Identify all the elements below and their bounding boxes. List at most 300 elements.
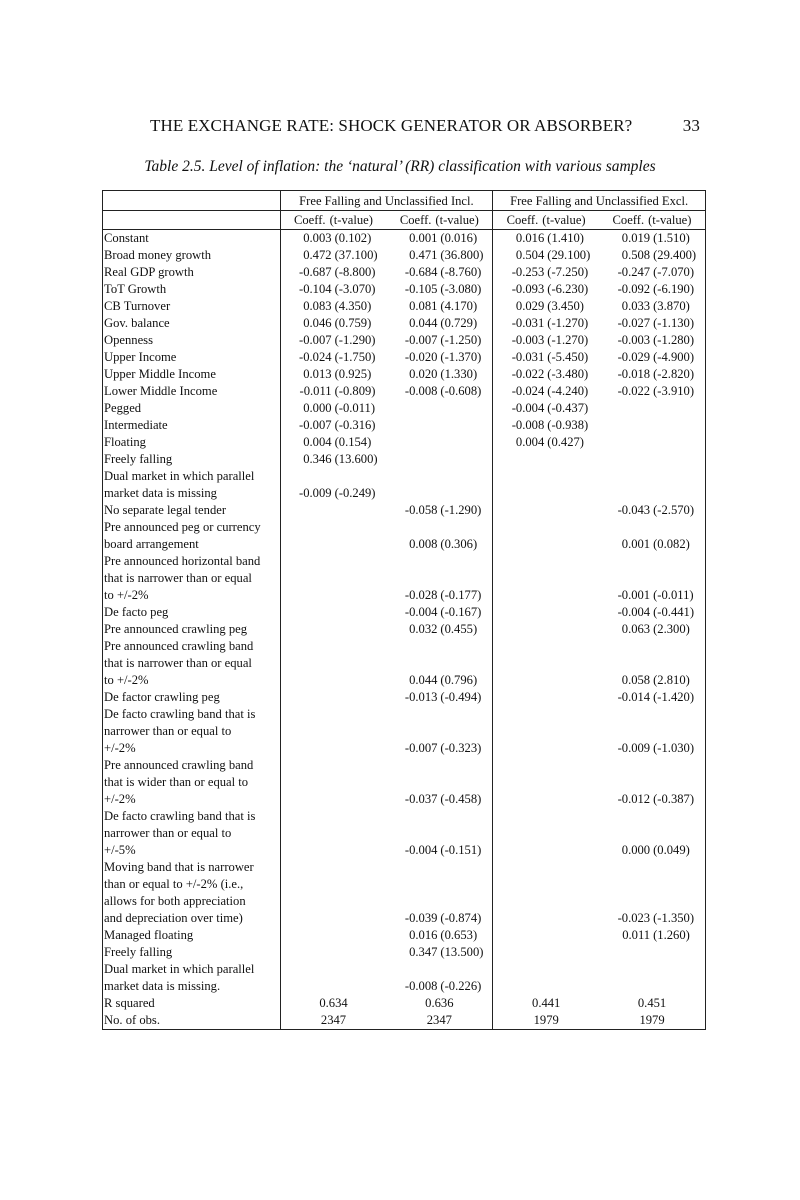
value-cell	[280, 230, 386, 248]
value-cell	[280, 451, 386, 468]
value-cell	[599, 519, 705, 553]
t-value: (-4.900)	[653, 350, 695, 364]
value-cell	[386, 502, 492, 519]
row-label-line: No separate legal tender	[104, 503, 227, 517]
page-number: 33	[682, 116, 700, 135]
value-cell	[493, 264, 599, 281]
value-cell	[493, 757, 599, 808]
value-cell	[386, 859, 492, 927]
value-cell	[599, 604, 705, 621]
t-value: (37.100)	[334, 248, 378, 262]
row-label-line: Pre announced crawling peg	[104, 622, 248, 636]
subheader-row	[103, 211, 706, 230]
coefficient: 0.000	[621, 843, 651, 857]
value-cell	[493, 808, 599, 859]
value-cell	[386, 298, 492, 315]
t-value: (-3.910)	[653, 384, 695, 398]
t-value: (2.300)	[653, 622, 690, 636]
row-label	[103, 757, 281, 808]
value-cell	[493, 519, 599, 553]
row-label-line: market data is missing.	[104, 979, 221, 993]
row-label	[103, 451, 281, 468]
t-value: (0.154)	[334, 435, 372, 449]
subheader-cell	[280, 211, 386, 230]
row-label	[103, 400, 281, 417]
value-cell	[386, 315, 492, 332]
t-value: (0.925)	[334, 367, 372, 381]
value-cell	[493, 298, 599, 315]
summary-value: 2347	[320, 1013, 347, 1027]
coefficient: -0.012	[617, 792, 651, 806]
table-row	[103, 604, 706, 621]
t-value: (0.729)	[440, 316, 478, 330]
value-cell	[493, 332, 599, 349]
row-label-line: and depreciation over time)	[104, 911, 243, 925]
value-cell	[386, 417, 492, 434]
t-value: (-1.350)	[653, 911, 695, 925]
coefficient: 0.058	[621, 673, 651, 687]
value-cell	[280, 519, 386, 553]
table-row	[103, 281, 706, 298]
row-label	[103, 281, 281, 298]
table-row	[103, 247, 706, 264]
value-cell	[599, 281, 705, 298]
value-cell	[493, 927, 599, 944]
coefficient: 0.001	[409, 231, 438, 245]
t-value: (-1.130)	[653, 316, 695, 330]
row-label-line: Freely falling	[104, 452, 173, 466]
value-cell	[386, 553, 492, 604]
t-value: (-0.011)	[653, 588, 694, 602]
coefficient: 0.004	[303, 435, 332, 449]
row-label	[103, 315, 281, 332]
row-label-line: to +/-2%	[104, 588, 149, 602]
summary-value: 0.451	[637, 996, 667, 1010]
value-cell	[599, 502, 705, 519]
value-cell	[386, 706, 492, 757]
value-cell	[280, 944, 386, 961]
row-label-line: Dual market in which parallel	[104, 962, 255, 976]
coefficient: -0.684	[404, 265, 438, 279]
coefficient: -0.093	[511, 282, 545, 296]
value-cell	[386, 230, 492, 248]
value-cell	[493, 366, 599, 383]
table-row	[103, 757, 706, 808]
coefficient: -0.014	[617, 690, 651, 704]
row-label	[103, 502, 281, 519]
value-cell	[493, 859, 599, 927]
value-cell	[280, 689, 386, 706]
row-label-line: CB Turnover	[104, 299, 171, 313]
value-cell	[599, 451, 705, 468]
coefficient: -0.037	[404, 792, 438, 806]
row-label	[103, 553, 281, 604]
t-value: (-1.280)	[653, 333, 695, 347]
row-label-line: Upper Income	[104, 350, 177, 364]
value-cell	[280, 298, 386, 315]
table-row	[103, 961, 706, 995]
coefficient: 0.000	[303, 401, 332, 415]
t-value: (-7.070)	[653, 265, 695, 279]
t-value: (-3.080)	[440, 282, 482, 296]
row-label-line: to +/-2%	[104, 673, 149, 687]
coefficient: 0.063	[621, 622, 651, 636]
value-cell	[280, 366, 386, 383]
coefficient: -0.023	[617, 911, 651, 925]
value-cell	[280, 332, 386, 349]
row-label	[103, 298, 281, 315]
t-value: (-0.938)	[547, 418, 589, 432]
footer-row	[103, 995, 706, 1012]
value-cell	[599, 621, 705, 638]
t-value: (-1.290)	[440, 503, 482, 517]
value-cell	[386, 638, 492, 689]
t-value: (-6.190)	[653, 282, 695, 296]
table-row	[103, 366, 706, 383]
row-label-line: Dual market in which parallel	[104, 469, 255, 483]
t-value: (1.260)	[653, 928, 690, 942]
row-label	[103, 604, 281, 621]
t-value: (0.653)	[440, 928, 478, 942]
row-label-line: +/-5%	[104, 843, 136, 857]
row-label	[103, 383, 281, 400]
value-cell	[493, 689, 599, 706]
value-cell	[599, 638, 705, 689]
t-value: (1.330)	[440, 367, 478, 381]
row-label	[103, 859, 281, 927]
coefficient: -0.008	[511, 418, 545, 432]
t-value: (-0.437)	[547, 401, 589, 415]
table-row	[103, 689, 706, 706]
row-label	[103, 519, 281, 553]
coefficient: -0.013	[404, 690, 438, 704]
coefficient: 0.044	[409, 316, 438, 330]
value-cell	[599, 315, 705, 332]
t-value: (-0.323)	[440, 741, 482, 755]
value-cell	[599, 706, 705, 757]
corner-cell	[103, 191, 281, 211]
coefficient: -0.007	[299, 333, 332, 347]
value-cell	[386, 944, 492, 961]
row-label-line: than or equal to +/-2% (i.e.,	[104, 877, 244, 891]
coefficient: 0.508	[621, 248, 651, 262]
t-value: (-0.151)	[440, 843, 482, 857]
table-row	[103, 859, 706, 927]
value-cell	[493, 383, 599, 400]
coefficient: -0.024	[511, 384, 545, 398]
table-row	[103, 638, 706, 689]
t-value: (-1.750)	[334, 350, 376, 364]
coefficient: -0.008	[404, 979, 438, 993]
row-label-line: +/-2%	[104, 792, 136, 806]
t-value: (-0.441)	[653, 605, 695, 619]
table-row	[103, 502, 706, 519]
t-value: (3.450)	[547, 299, 584, 313]
value-cell	[493, 621, 599, 638]
value-cell	[280, 502, 386, 519]
coefficient: -0.007	[404, 333, 438, 347]
row-label-line: Pre announced horizontal band	[104, 554, 261, 568]
row-label-line: De facto peg	[104, 605, 169, 619]
t-value: (-3.480)	[547, 367, 589, 381]
value-cell	[386, 264, 492, 281]
row-label-line: Broad money growth	[104, 248, 212, 262]
t-value-header: (t-value)	[329, 213, 373, 227]
row-label-line: that is narrower than or equal	[104, 571, 252, 585]
t-value: (-0.167)	[440, 605, 482, 619]
group-header-incl: Free Falling and Unclassified Incl.	[280, 191, 493, 211]
t-value: (-0.226)	[440, 979, 482, 993]
value-cell	[280, 859, 386, 927]
value-cell	[280, 349, 386, 366]
row-label-line: Upper Middle Income	[104, 367, 216, 381]
value-cell	[386, 468, 492, 502]
row-label	[103, 961, 281, 995]
running-head-title: THE EXCHANGE RATE: SHOCK GENERATOR OR ABSORBER?	[150, 116, 633, 135]
value-cell	[493, 961, 599, 995]
coefficient: -0.027	[617, 316, 651, 330]
coefficient: -0.022	[511, 367, 545, 381]
table-row	[103, 417, 706, 434]
value-cell	[599, 230, 705, 248]
coefficient: -0.001	[617, 588, 651, 602]
t-value: (-3.070)	[334, 282, 376, 296]
row-label-line: Pegged	[104, 401, 142, 415]
coefficient: -0.004	[511, 401, 545, 415]
row-label-line: Real GDP growth	[104, 265, 194, 279]
value-cell	[493, 706, 599, 757]
value-cell	[493, 468, 599, 502]
subheader-cell	[386, 211, 492, 230]
coefficient: -0.018	[617, 367, 651, 381]
t-value: (13.500)	[440, 945, 484, 959]
value-cell	[493, 451, 599, 468]
table-row	[103, 468, 706, 502]
t-value: (-2.570)	[653, 503, 695, 517]
table-row	[103, 230, 706, 248]
row-label	[103, 332, 281, 349]
value-cell	[493, 247, 599, 264]
table-row	[103, 519, 706, 553]
coefficient: -0.247	[617, 265, 651, 279]
value-cell	[280, 706, 386, 757]
value-cell	[280, 808, 386, 859]
t-value: (-1.420)	[653, 690, 695, 704]
row-label-line: Intermediate	[104, 418, 168, 432]
table-body	[103, 230, 706, 1030]
coefficient: 0.011	[622, 928, 651, 942]
value-cell	[599, 247, 705, 264]
coefficient: -0.003	[511, 333, 545, 347]
value-cell	[280, 434, 386, 451]
t-value: (-6.230)	[547, 282, 589, 296]
value-cell	[280, 553, 386, 604]
coefficient: -0.008	[404, 384, 438, 398]
coefficient: 0.019	[621, 231, 651, 245]
row-label	[103, 417, 281, 434]
value-cell	[280, 757, 386, 808]
value-cell	[386, 519, 492, 553]
coefficient: -0.007	[299, 418, 332, 432]
table-row	[103, 349, 706, 366]
t-value: (-8.760)	[440, 265, 482, 279]
value-cell	[386, 383, 492, 400]
value-cell	[599, 264, 705, 281]
row-label-line: allows for both appreciation	[104, 894, 246, 908]
corner-cell	[103, 211, 281, 230]
coefficient: -0.004	[404, 605, 438, 619]
value-cell	[599, 332, 705, 349]
t-value: (-0.809)	[334, 384, 376, 398]
coefficient: -0.011	[299, 384, 332, 398]
value-cell	[493, 944, 599, 961]
value-cell	[493, 315, 599, 332]
subheader-cell	[493, 211, 599, 230]
value-cell	[599, 349, 705, 366]
row-label: No. of obs.	[103, 1012, 281, 1030]
coefficient: -0.029	[617, 350, 651, 364]
table-row	[103, 553, 706, 604]
value-cell	[386, 400, 492, 417]
table-row	[103, 332, 706, 349]
t-value: (0.016)	[440, 231, 478, 245]
t-value: (-0.874)	[440, 911, 482, 925]
value-cell	[280, 264, 386, 281]
table-row	[103, 383, 706, 400]
value-cell	[386, 689, 492, 706]
table-row	[103, 808, 706, 859]
row-label-line: De facto crawling band that is	[104, 809, 256, 823]
row-label	[103, 689, 281, 706]
t-value: (-0.177)	[440, 588, 482, 602]
coefficient: 0.016	[515, 231, 545, 245]
value-cell	[599, 383, 705, 400]
t-value: (-0.316)	[334, 418, 376, 432]
value-cell	[386, 434, 492, 451]
value-cell	[386, 604, 492, 621]
summary-value: 0.634	[319, 996, 348, 1010]
value-cell	[599, 927, 705, 944]
coefficient: 0.008	[409, 537, 438, 551]
t-value: (-0.458)	[440, 792, 482, 806]
subheader-cell	[599, 211, 705, 230]
coefficient: 0.346	[303, 452, 332, 466]
coefficient: 0.001	[621, 537, 651, 551]
coefficient: -0.003	[617, 333, 651, 347]
t-value: (-0.494)	[440, 690, 482, 704]
summary-value: 1979	[639, 1013, 665, 1027]
row-label-line: Pre announced peg or currency	[104, 520, 261, 534]
row-label-line: Openness	[104, 333, 153, 347]
t-value: (-1.250)	[440, 333, 482, 347]
value-cell	[493, 400, 599, 417]
row-label	[103, 468, 281, 502]
coefficient: 0.081	[409, 299, 438, 313]
footer-row	[103, 1012, 706, 1030]
table-row	[103, 315, 706, 332]
value-cell	[386, 451, 492, 468]
value-cell	[599, 689, 705, 706]
value-cell	[280, 315, 386, 332]
coefficient: -0.004	[404, 843, 438, 857]
row-label	[103, 230, 281, 248]
row-label-line: Gov. balance	[104, 316, 170, 330]
value-cell	[493, 230, 599, 248]
coefficient: -0.043	[617, 503, 651, 517]
coefficient: 0.471	[409, 248, 438, 262]
value-cell	[280, 604, 386, 621]
t-value: (0.759)	[334, 316, 372, 330]
table-row	[103, 264, 706, 281]
value-cell	[280, 383, 386, 400]
value-cell	[280, 927, 386, 944]
row-label-line: Floating	[104, 435, 146, 449]
t-value: (-1.270)	[547, 316, 589, 330]
coefficient: 0.004	[515, 435, 545, 449]
coefficient: 0.472	[303, 248, 332, 262]
value-cell	[386, 961, 492, 995]
value-cell	[386, 332, 492, 349]
coefficient: -0.009	[299, 486, 332, 500]
row-label-line: that is wider than or equal to	[104, 775, 249, 789]
coefficient: 0.083	[303, 299, 332, 313]
coefficient: -0.004	[617, 605, 651, 619]
t-value: (13.600)	[334, 452, 378, 466]
value-cell	[493, 281, 599, 298]
row-label-line: market data is missing	[104, 486, 217, 500]
value-cell	[280, 621, 386, 638]
value-cell	[280, 961, 386, 995]
value-cell	[493, 434, 599, 451]
t-value: (3.870)	[653, 299, 690, 313]
coefficient: -0.020	[404, 350, 438, 364]
coefficient: 0.029	[515, 299, 545, 313]
value-cell	[280, 247, 386, 264]
row-label	[103, 808, 281, 859]
t-value: (2.810)	[653, 673, 690, 687]
value-cell	[493, 604, 599, 621]
row-label-line: Lower Middle Income	[104, 384, 218, 398]
coefficient: 0.044	[409, 673, 438, 687]
t-value: (-0.387)	[653, 792, 695, 806]
row-label-line: that is narrower than or equal	[104, 656, 252, 670]
coefficient: -0.028	[404, 588, 438, 602]
row-label-line: Freely falling	[104, 945, 173, 959]
value-cell	[386, 808, 492, 859]
t-value: (-8.800)	[334, 265, 376, 279]
t-value: (0.306)	[440, 537, 478, 551]
t-value-header: (t-value)	[648, 213, 692, 227]
t-value-header: (t-value)	[542, 213, 586, 227]
coefficient: -0.022	[617, 384, 651, 398]
coefficient: -0.092	[617, 282, 651, 296]
coefficient: 0.020	[409, 367, 438, 381]
row-label	[103, 944, 281, 961]
row-label	[103, 366, 281, 383]
table-row	[103, 621, 706, 638]
row-label-line: De facto crawling band that is	[104, 707, 256, 721]
t-value: (-1.270)	[547, 333, 589, 347]
value-cell	[493, 417, 599, 434]
value-cell	[599, 434, 705, 451]
value-cell	[493, 349, 599, 366]
t-value: (4.350)	[334, 299, 372, 313]
t-value: (1.510)	[653, 231, 690, 245]
coefficient: 0.504	[515, 248, 545, 262]
coefficient: -0.687	[299, 265, 332, 279]
row-label-line: +/-2%	[104, 741, 136, 755]
t-value: (1.410)	[547, 231, 584, 245]
